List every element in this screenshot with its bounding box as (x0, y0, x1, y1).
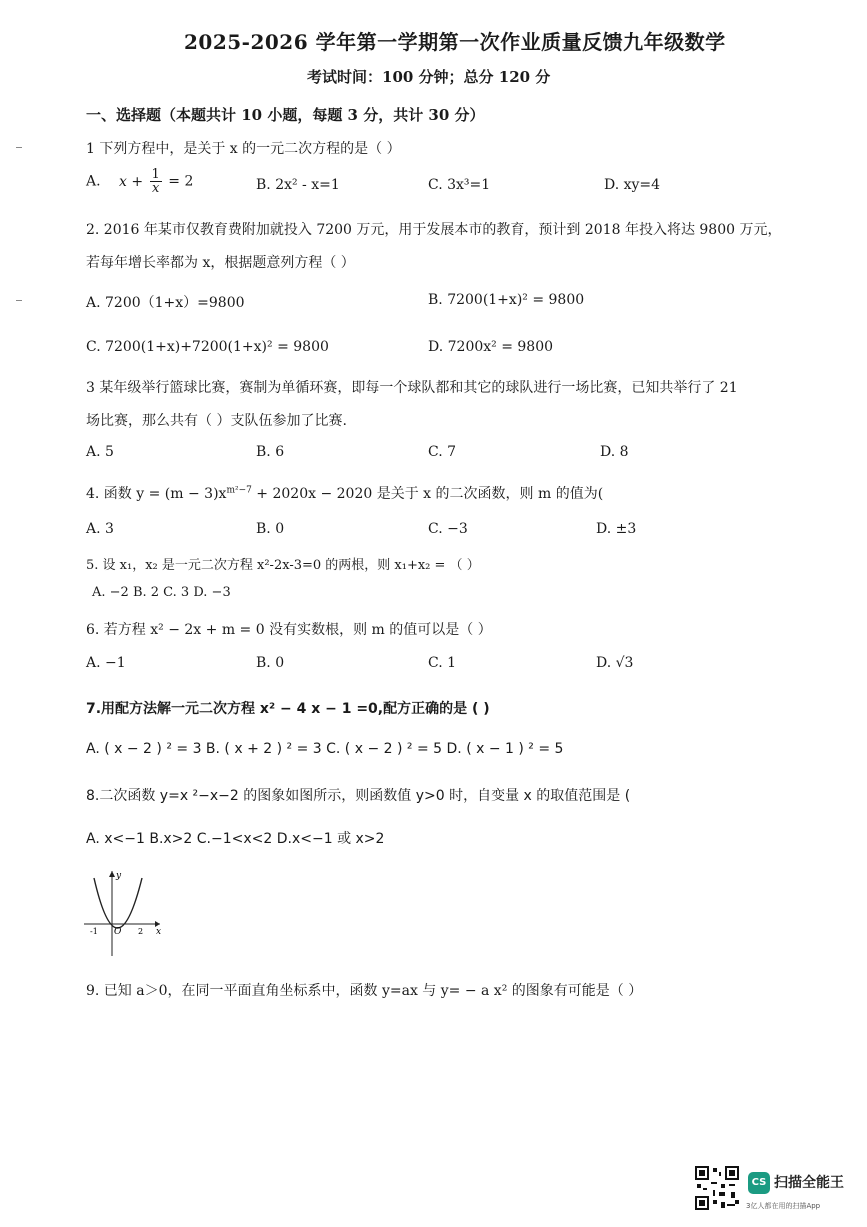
question-4-stem (86, 483, 603, 503)
exam-info: 考试时间：100 分钟；总分 120 分 (307, 68, 551, 86)
scan-mark (16, 300, 22, 301)
question-1-option-c: C. 3x³=1 (428, 177, 491, 193)
question-6-option-d: D. √3 (596, 655, 634, 671)
section-heading: 一、选择题（本题共计 10 小题，每题 3 分，共计 30 分） (86, 106, 485, 124)
question-4-stem-post: + 2020x − 2020 是关于 x 的二次函数，则 m 的值为( (251, 486, 604, 502)
question-8-options: A. x<−1 B.x>2 C.−1<x<2 D.x<−1 或 x>2 (86, 831, 385, 847)
camscanner-tagline: 3亿人都在用的扫描App (746, 1202, 821, 1210)
question-9-stem: 9. 已知 a＞0，在同一平面直角坐标系中，函数 y=ax 与 y= − a x² 的图象有可能是（ ） (86, 983, 643, 999)
y-axis-arrow (109, 871, 115, 877)
question-1-option-d: D. xy=4 (604, 177, 661, 193)
option-a-expr-left: x + (119, 173, 144, 190)
question-3-option-c: C. 7 (428, 444, 457, 460)
question-4-stem-pre: 4. 函数 y = (m − 3)x (86, 486, 227, 502)
question-3-option-a: A. 5 (86, 444, 114, 460)
question-5-stem: 5. 设 x₁，x₂ 是一元二次方程 x²-2x-3=0 的两根，则 x₁+x₂ = （ ） (86, 558, 480, 573)
option-a-label: A. (86, 173, 101, 190)
camscanner-name: 扫描全能王 (774, 1175, 844, 1191)
fraction-numerator: 1 (151, 167, 160, 182)
question-5-options: A. −2 B. 2 C. 3 D. −3 (92, 585, 231, 600)
parabola-curve (94, 878, 142, 928)
question-2-option-c: C. 7200(1+x)+7200(1+x)² = 9800 (86, 339, 329, 355)
question-1-option-a (86, 168, 193, 195)
option-a-expr-right: = 2 (168, 173, 194, 190)
question-6-option-b: B. 0 (256, 655, 285, 671)
scan-mark (16, 147, 22, 148)
question-4-option-b: B. 0 (256, 521, 285, 537)
question-4-exponent: m²−7 (226, 485, 252, 496)
question-4-option-a: A. 3 (86, 521, 114, 537)
question-7-stem: 7.用配方法解一元二次方程 x² − 4 x − 1 =0,配方正确的是 ( ) (86, 701, 490, 717)
x-axis-label: x (156, 927, 162, 937)
tick-label-2: 2 (138, 927, 144, 936)
question-6-option-a: A. −1 (86, 655, 126, 671)
camscanner-logo: CS (748, 1172, 770, 1194)
question-4-option-c: C. −3 (428, 521, 468, 537)
question-2-stem-line2: 若每年增长率都为 x，根据题意列方程（ ） (86, 255, 355, 271)
question-3-stem-line2: 场比赛，那么共有（ ）支队伍参加了比赛. (86, 413, 347, 429)
tick-label-neg1: -1 (90, 927, 98, 936)
origin-label: O (114, 927, 122, 937)
qr-code (695, 1166, 739, 1210)
question-1-option-b: B. 2x² - x=1 (256, 177, 340, 193)
page-title: 2025-2026 学年第一学期第一次作业质量反馈九年级数学 (184, 30, 726, 54)
question-2-option-a: A. 7200（1+x）=9800 (86, 295, 245, 311)
question-3-option-d: D. 8 (600, 444, 629, 460)
question-2-option-d: D. 7200x² = 9800 (428, 339, 554, 355)
question-7-options: A. ( x − 2 ) ² = 3 B. ( x + 2 ) ² = 3 C. ( x − 2 ) ² = 5 D. ( x − 1 ) ² = 5 (86, 741, 564, 757)
question-6-option-c: C. 1 (428, 655, 457, 671)
fraction-denominator: x (152, 181, 160, 196)
parabola-graph (80, 868, 164, 958)
question-6-stem: 6. 若方程 x² − 2x + m = 0 没有实数根，则 m 的值可以是（ ） (86, 622, 492, 638)
y-axis-label: y (116, 871, 122, 881)
question-2-option-b: B. 7200(1+x)² = 9800 (428, 292, 585, 308)
question-1-stem: 1 下列方程中，是关于 x 的一元二次方程的是（ ） (86, 141, 401, 157)
question-3-stem-line1: 3 某年级举行篮球比赛，赛制为单循环赛，即每一个球队都和其它的球队进行一场比赛，已知共举行了 21 (86, 380, 738, 396)
question-3-option-b: B. 6 (256, 444, 285, 460)
question-8-stem: 8.二次函数 y=x ²−x−2 的图象如图所示，则函数值 y>0 时，自变量 x 的取值范围是 ( (86, 788, 631, 804)
fraction (150, 168, 162, 195)
question-4-option-d: D. ±3 (596, 521, 637, 537)
question-2-stem-line1: 2. 2016 年某市仅教育费附加就投入 7200 万元，用于发展本市的教育，预计到 2018 年投入将达 9800 万元， (86, 222, 782, 238)
